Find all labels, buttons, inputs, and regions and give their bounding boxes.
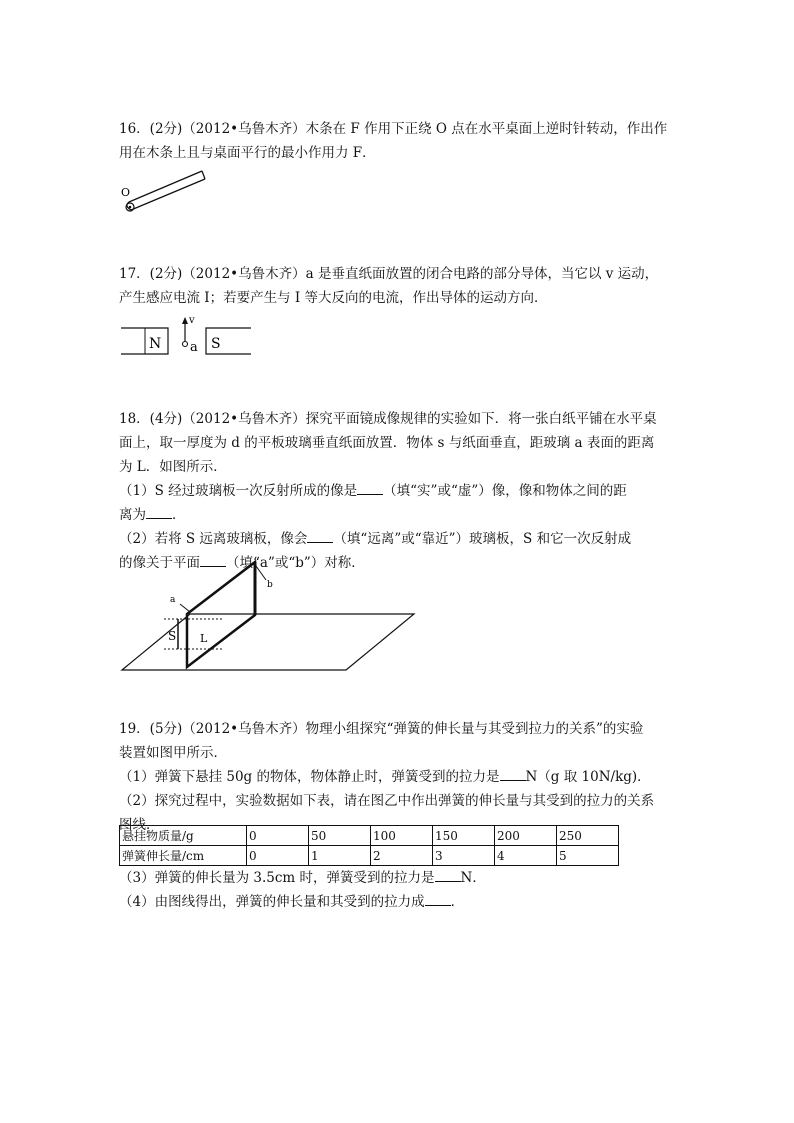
q18-sub1-text-a: （1）S 经过玻璃板一次反射所成的像是	[119, 483, 358, 499]
q18-sub-1	[119, 479, 679, 503]
q19-sub1-text-b: N（g 取 10N/kg)．	[525, 769, 651, 785]
q18-sub1-text-b: （填“实”或“虚”）像，像和物体之间的距	[383, 483, 627, 499]
stick-shape	[127, 171, 205, 210]
question-18	[119, 407, 679, 575]
mirror-label-a: a	[170, 595, 176, 605]
table-cell: 200	[495, 826, 557, 846]
q19-sub-4	[119, 890, 679, 914]
q18-sub2-text-c: 的像关于平面	[119, 555, 200, 571]
table-cell: 250	[557, 826, 619, 846]
q18-sub2-text-d: （填“a”或“b”）对称．	[226, 555, 365, 571]
table-row	[120, 826, 619, 846]
q18-line-2: 面上，取一厚度为 d 的平板玻璃垂直纸面放置．物体 s 与纸面垂直，距玻璃 a 表面的距离	[119, 435, 655, 451]
q18-line-1: 18．(4分)（2012•乌鲁木齐）探究平面镜成像规律的实验如下．将一张白纸平铺在水平桌	[119, 411, 657, 427]
q19-sub-3	[119, 866, 679, 890]
question-19-tail	[119, 866, 679, 914]
conductor-a	[183, 342, 188, 347]
table-cell: 150	[433, 826, 495, 846]
q18-figure-mirror	[118, 556, 418, 674]
q19-sub4-text-b: ．	[450, 894, 465, 910]
q18-sub-2	[119, 527, 679, 551]
distance-label-l: L	[200, 632, 208, 645]
q18-sub2-text-a: （2）若将 S 远离玻璃板，像会	[119, 531, 308, 547]
q17-figure-magnets	[118, 311, 258, 357]
table-cell: 100	[371, 826, 433, 846]
table-cell: 50	[309, 826, 371, 846]
mirror-label-b: b	[267, 580, 273, 590]
q19-sub1-text-a: （1）弹簧下悬挂 50g 的物体，物体静止时，弹簧受到的拉力是	[119, 769, 500, 785]
q19-sub3-text-a: （3）弹簧的伸长量为 3.5cm 时，弹簧受到的拉力是	[119, 870, 435, 886]
leader-b	[256, 566, 266, 580]
q16-line-1: 16．(2分)（2012•乌鲁木齐）木条在 F 作用下正绕 O 点在水平桌面上逆时针转动，作出作	[119, 121, 668, 137]
q19-sub3-text-b: N．	[460, 870, 486, 886]
velocity-arrowhead	[182, 317, 188, 324]
q19-blank-1[interactable]	[500, 766, 526, 781]
q19-blank-2[interactable]	[435, 867, 461, 882]
table-cell: 4	[495, 846, 557, 866]
table-cell: 悬挂物质量/g	[120, 826, 247, 846]
q18-blank-2[interactable]	[146, 504, 172, 519]
q18-blank-1[interactable]	[357, 480, 383, 495]
q19-line-2: 装置如图甲所示．	[119, 745, 227, 761]
q19-blank-3[interactable]	[425, 891, 451, 906]
table-cell: 0	[247, 846, 309, 866]
q18-blank-3[interactable]	[307, 528, 333, 543]
q18-sub1-text-d: ．	[172, 507, 186, 523]
q18-sub-1-cont	[119, 503, 679, 527]
q19-sub-1	[119, 765, 679, 789]
pivot-dot	[129, 206, 132, 209]
table-cell: 5	[557, 846, 619, 866]
table-cell: 3	[433, 846, 495, 866]
q19-sub4-text-a: （4）由图线得出，弹簧的伸长量和其受到的拉力成	[119, 894, 425, 910]
table-cell: 2	[371, 846, 433, 866]
table-cell: 1	[309, 846, 371, 866]
q18-sub2-text-b: （填“远离”或“靠近”）玻璃板，S 和它一次反射成	[333, 531, 632, 547]
q18-line-3: 为 L．如图所示．	[119, 459, 227, 475]
leader-a	[180, 604, 190, 612]
q19-line-1: 19．(5分)（2012•乌鲁木齐）物理小组探究“弹簧的伸长量与其受到拉力的关系”的实验	[119, 721, 644, 737]
table-cell: 0	[247, 826, 309, 846]
q18-sub1-text-c: 离为	[119, 507, 146, 523]
q16-label-o: O	[121, 186, 131, 199]
table-cell: 弹簧伸长量/cm	[120, 846, 247, 866]
q19-sub2-line-2: 图线．	[119, 817, 160, 833]
question-19	[119, 717, 679, 837]
velocity-label: v	[189, 315, 195, 326]
q17-line-1: 17．(2分)（2012•乌鲁木齐）a 是垂直纸面放置的闭合电路的部分导体，当它以 v 运动，	[119, 266, 659, 282]
q16-line-2: 用在木条上且与桌面平行的最小作用力 F．	[119, 145, 376, 161]
question-17	[119, 262, 679, 310]
magnet-n-label: N	[149, 336, 162, 352]
magnet-s-label: S	[211, 336, 221, 352]
table-row	[120, 846, 619, 866]
q19-sub2-line-1: （2）探究过程中，实验数据如下表，请在图乙中作出弹簧的伸长量与其受到的拉力的关系	[119, 793, 655, 809]
conductor-label: a	[190, 340, 198, 355]
question-16	[119, 117, 679, 165]
paper-plane	[122, 614, 414, 670]
q16-figure-stick	[115, 164, 215, 216]
object-label-s: S	[168, 629, 177, 643]
spring-data-table	[119, 825, 619, 866]
q17-line-2: 产生感应电流 I；若要产生与 I 等大反向的电流，作出导体的运动方向．	[119, 290, 548, 306]
